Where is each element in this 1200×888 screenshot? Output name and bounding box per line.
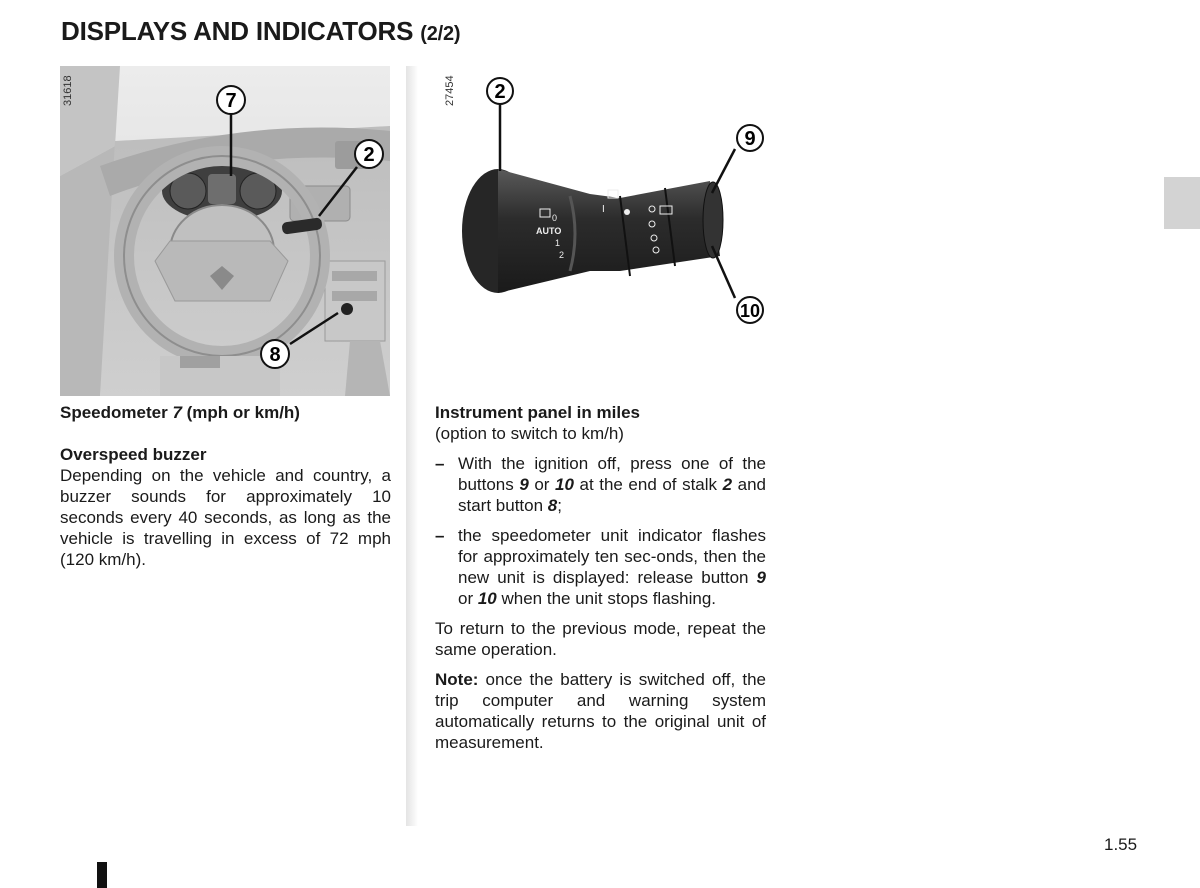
right-column xyxy=(435,402,766,753)
svg-text:10: 10 xyxy=(739,301,761,321)
note-text: once the battery is switched off, the trip computer and warning system automatically returns to the original unit of measurement. xyxy=(435,670,766,752)
svg-text:2: 2 xyxy=(559,250,565,260)
svg-text:I: I xyxy=(602,204,605,215)
callout-7 xyxy=(217,86,245,114)
svg-text:7: 7 xyxy=(225,90,237,112)
svg-text:8: 8 xyxy=(269,344,281,366)
stalk-drawing xyxy=(430,66,770,396)
note-paragraph xyxy=(435,669,766,753)
svg-text:1: 1 xyxy=(555,238,561,248)
svg-text:0: 0 xyxy=(552,213,558,223)
title-part: (2/2) xyxy=(420,23,461,45)
svg-text:AUTO: AUTO xyxy=(536,226,562,236)
callout-2-stalk xyxy=(487,78,513,104)
buzzer-text: Depending on the vehicle and country, a buzzer sounds for approximately 10 seconds every 40 seconds, as long as the vehicle is travelling in excess of 72 mph (120 km/h). xyxy=(60,466,391,569)
section-tab xyxy=(1164,177,1200,229)
dashboard-illustration xyxy=(60,66,390,396)
instrument-panel-heading: Instrument panel in miles xyxy=(435,403,640,422)
list-item: – With the ignition off, press one of the buttons 9 or 10 at the end of stalk 2 and start button 8; xyxy=(435,454,766,515)
svg-text:9: 9 xyxy=(744,128,756,150)
bottom-mark xyxy=(97,862,107,888)
speedometer-heading: Speedometer 7 (mph or km/h) xyxy=(60,403,300,422)
note-label: Note: xyxy=(435,670,479,689)
callout-9 xyxy=(737,125,763,151)
title-main: DISPLAYS AND INDICATORS xyxy=(61,16,414,46)
dashboard-drawing xyxy=(60,66,390,396)
instrument-panel-subheading: (option to switch to km/h) xyxy=(435,424,624,443)
figure-code-left: 31618 xyxy=(62,75,74,106)
return-text: To return to the previous mode, repeat the same operation. xyxy=(435,619,766,659)
buzzer-heading: Overspeed buzzer xyxy=(60,445,207,464)
figure-code-right: 27454 xyxy=(444,75,456,106)
stalk-illustration xyxy=(430,66,770,396)
svg-text:2: 2 xyxy=(494,81,506,103)
svg-text:2: 2 xyxy=(363,144,375,166)
page-number: 1.55 xyxy=(1104,835,1138,854)
callout-8 xyxy=(261,340,289,368)
list-item: – the speedometer unit indicator flashes for approximately ten sec-onds, then the new unit is displayed: release button 9 or 10 when the unit stops flashing. xyxy=(435,526,766,608)
instruction-list xyxy=(435,453,766,609)
column-divider xyxy=(406,66,418,826)
page-title xyxy=(61,16,460,47)
callout-10 xyxy=(737,297,763,323)
callout-2 xyxy=(355,140,383,168)
left-column xyxy=(60,402,391,570)
